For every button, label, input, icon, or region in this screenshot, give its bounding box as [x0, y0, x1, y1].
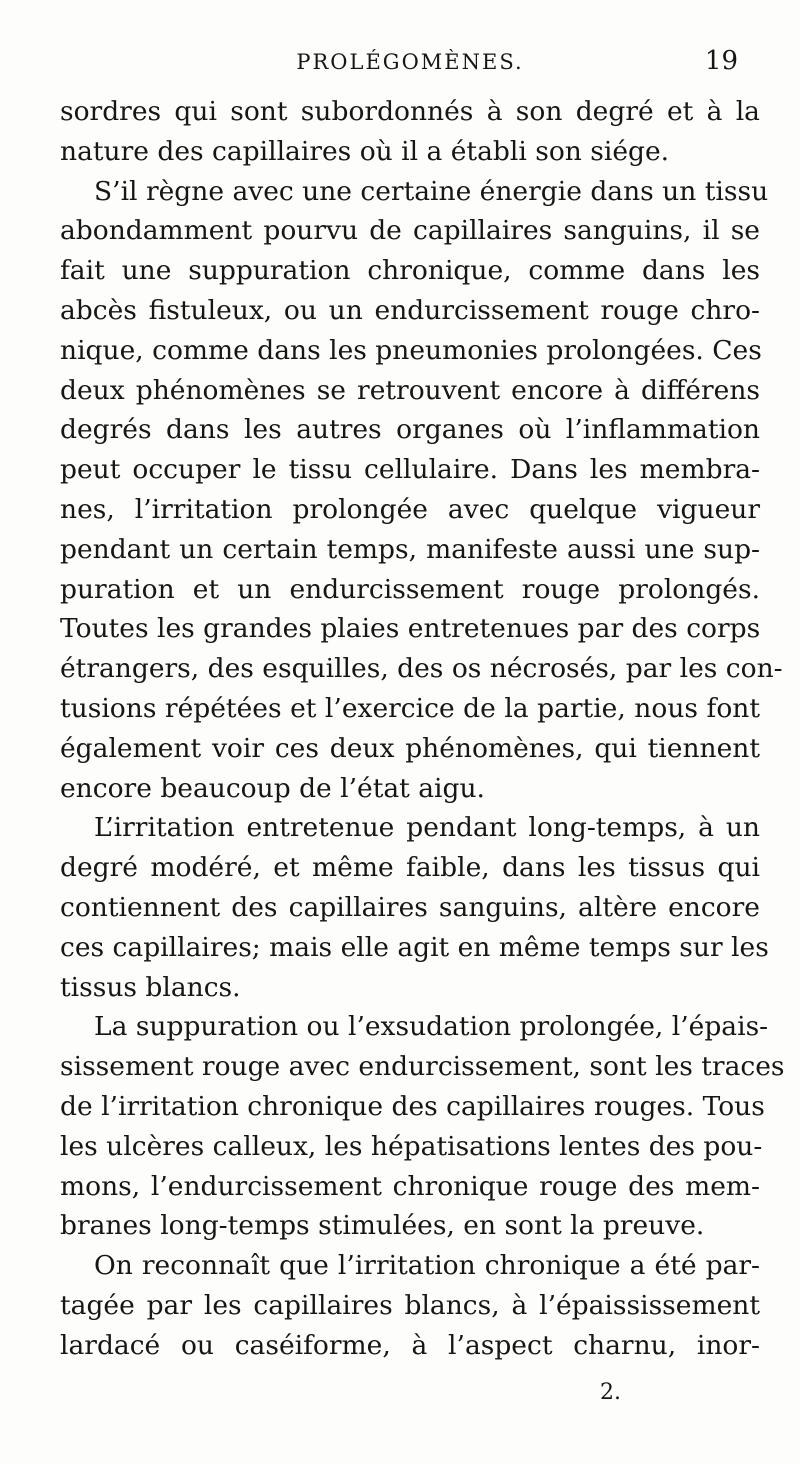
text-line: sordres qui sont subordonnés à son degré et à la [60, 96, 760, 127]
text-line: nes, l’irritation prolongée avec quelque vigueur [60, 493, 760, 525]
text-line: S’il règne avec une certaine énergie dans un tissu [94, 175, 769, 207]
body-text [60, 92, 785, 1366]
text-line: de l’irritation chronique des capillaires rouges. Tous [60, 1090, 765, 1122]
page-header [60, 40, 760, 80]
text-line: également voir ces deux phénomènes, qui tiennent [60, 732, 760, 764]
text-line: degrés dans les autres organes où l’inflammation [60, 414, 760, 446]
text-line: degré modéré, et même faible, dans les tissus qui [60, 852, 760, 884]
text-line: nique, comme dans les pneumonies prolongées. Ces [60, 334, 762, 366]
text-line: pendant un certain temps, manifeste aussi une sup- [60, 533, 760, 565]
text-line: fait une suppuration chronique, comme dans les [60, 255, 760, 287]
text-line: On reconnaît que l’irritation chronique a été par- [94, 1250, 760, 1282]
text-line: branes long-temps stimulées, en sont la preuve. [60, 1210, 705, 1242]
page-number: 19 [704, 46, 738, 76]
text-line: deux phénomènes se retrouvent encore à différens [60, 374, 760, 406]
text-line: mons, l’endurcissement chronique rouge des mem- [60, 1170, 760, 1202]
text-line: abcès fistuleux, ou un endurcissement rouge chro- [60, 294, 760, 326]
text-line: peut occuper le tissu cellulaire. Dans les membra- [60, 454, 760, 486]
text-line: sissement rouge avec endurcissement, sont les traces [60, 1051, 785, 1083]
text-line: lardacé ou caséiforme, à l’aspect charnu, inor- [60, 1329, 760, 1361]
text-line: nature des capillaires où il a établi son siége. [60, 135, 670, 167]
text-line: encore beaucoup de l’état aigu. [60, 772, 485, 804]
text-line: ces capillaires; mais elle agit en même temps sur les [60, 931, 769, 963]
running-head: PROLÉGOMÈNES. [296, 50, 524, 74]
text-line: contiennent des capillaires sanguins, altère encore [60, 891, 760, 923]
text-line: Toutes les grandes plaies entretenues par des corps [60, 613, 761, 645]
text-line: La suppuration ou l’exsudation prolongée, l’épais- [94, 1011, 769, 1043]
text-line: étrangers, des esquilles, des os nécrosés, par les con- [60, 653, 783, 685]
text-line: L’irritation entretenue pendant long-temps, à un [94, 812, 760, 844]
text-line: tagée par les capillaires blancs, à l’épaississement [60, 1289, 760, 1321]
text-line: puration et un endurcissement rouge prolongés. [60, 573, 760, 605]
signature-mark: 2. [600, 1380, 621, 1405]
text-line: tissus blancs. [60, 971, 241, 1003]
text-line: tusions répétées et l’exercice de la partie, nous font [60, 692, 760, 724]
text-line: les ulcères calleux, les hépatisations lentes des pou- [60, 1130, 763, 1162]
text-line: abondamment pourvu de capillaires sanguins, il se [60, 215, 760, 247]
